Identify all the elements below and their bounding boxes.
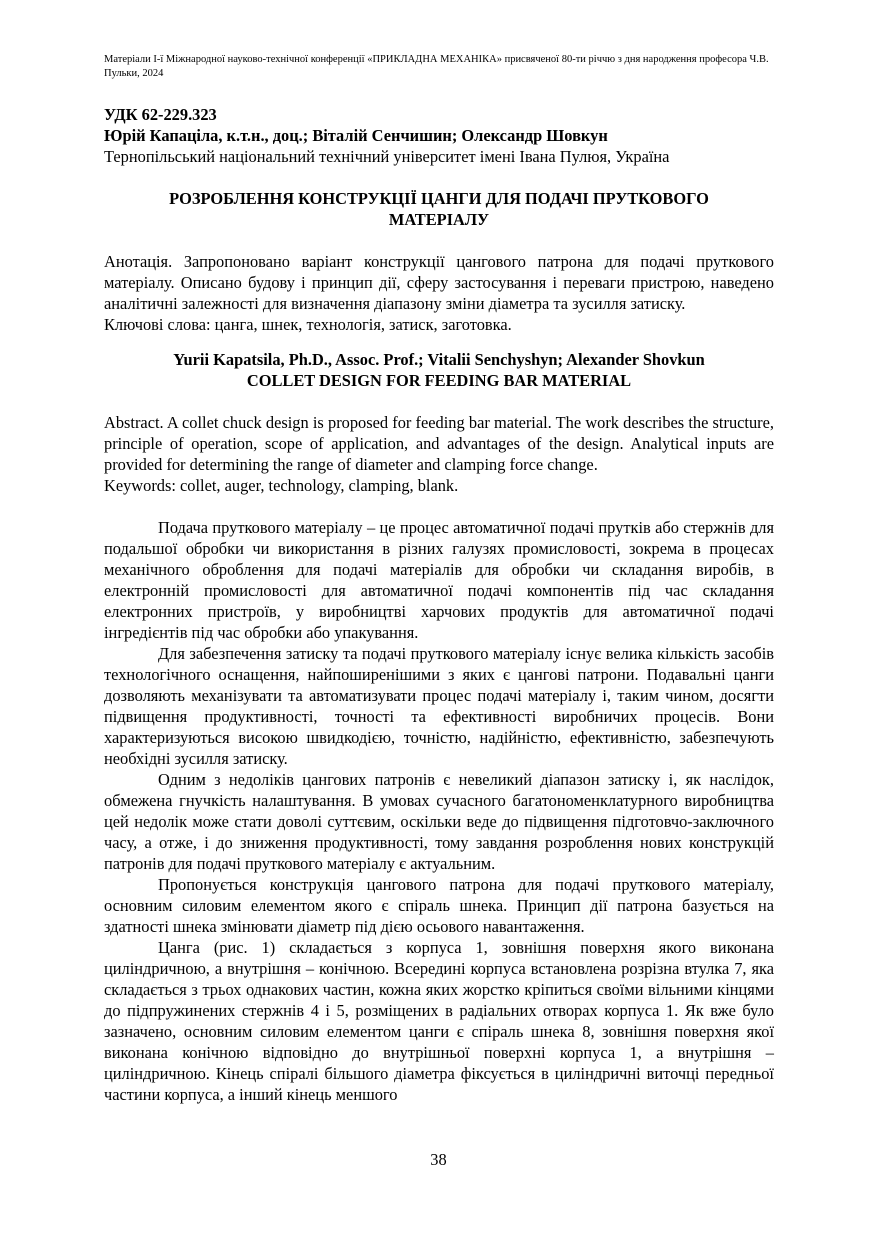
body-text bbox=[104, 517, 774, 1105]
authors-uk: Юрій Капаціла, к.т.н., доц.; Віталій Сенчишин; Олександр Шовкун bbox=[104, 126, 608, 145]
abstract-en: Abstract. A collet chuck design is proposed for feeding bar material. The work describes the structure, principle of operation, scope of application, and advantages of the design. Analytical inputs are provided for determining the range of diameter and clamping force change. bbox=[104, 413, 774, 474]
page-number: 38 bbox=[430, 1150, 447, 1169]
title-uk: РОЗРОБЛЕННЯ КОНСТРУКЦІЇ ЦАНГИ ДЛЯ ПОДАЧІ ПРУТКОВОГО МАТЕРІАЛУ bbox=[169, 189, 709, 229]
authors-en: Yurii Kapatsila, Ph.D., Assoc. Prof.; Vitalii Senchyshyn; Alexander Shovkun bbox=[173, 350, 705, 369]
english-heading bbox=[104, 349, 774, 391]
running-header: Матеріали I-ї Міжнародної науково-технічної конференції «ПРИКЛАДНА МЕХАНІКА» присвяченої 80-ти річчю з дня народження професора Ч.В. Пульки, 2024 bbox=[104, 54, 769, 79]
abstract-block-en bbox=[104, 412, 774, 496]
title-en: COLLET DESIGN FOR FEEDING BAR MATERIAL bbox=[246, 371, 632, 390]
article-content bbox=[104, 104, 774, 1105]
affiliation-uk: Тернопільський національний технічний університет імені Івана Пулюя, Україна bbox=[104, 147, 670, 166]
keywords-uk: Ключові слова: цанга, шнек, технологія, затиск, заготовка. bbox=[104, 315, 512, 334]
udc-code: УДК 62-229.323 bbox=[104, 105, 217, 124]
keywords-en: Keywords: collet, auger, technology, clamping, blank. bbox=[104, 476, 459, 495]
body-paragraph: Подача пруткового матеріалу – це процес автоматичної подачі прутків або стержнів для подальшої обробки чи використання в різних галузях промисловості, зокрема в процесах механічного оброблення для подачі матеріалів для обробки чи складання виробів, в електронній промисловості для автоматичної подачі компонентів під час складання електронних пристроїв, у виробництві харчових продуктів для автоматичної подачі інгредієнтів під час обробки або упакування. bbox=[104, 518, 774, 642]
body-paragraph: Одним з недоліків цангових патронів є невеликий діапазон затиску і, як наслідок, обмежена гнучкість налаштування. В умовах сучасного багатономенклатурного виробництва цей недолік може стати доволі суттєвим, оскільки веде до підвищення підготовчо-заключного часу, а отже, і до зниження продуктивності, тому завдання розроблення нових конструкцій патронів для подачі пруткового матеріалу є актуальним. bbox=[104, 770, 774, 873]
body-paragraph: Цанга (рис. 1) складається з корпуса 1, зовнішня поверхня якого виконана циліндричною, а внутрішня – конічною. Всередині корпуса встановлена розрізна втулка 7, яка складається з трьох однакових частин, кожна яких жорстко кріпиться своїми вільними кінцями до підпружинених стержнів 4 і 5, розміщених в радіальних отворах корпуса 1. Як вже було зазначено, основним силовим елементом цанги є спіраль шнека 8, зовнішня поверхня якої виконана конічною відповідно до внутрішньої поверхні корпуса 1, а внутрішня – циліндричною. Кінець спіралі більшого діаметра фіксується в циліндричні виточці передньої частини корпуса, а інший кінець меншого bbox=[104, 938, 774, 1104]
body-paragraph: Пропонується конструкція цангового патрона для подачі пруткового матеріалу, основним силовим елементом якого є спіраль шнека. Принцип дії патрона базується на здатності шнека змінювати діаметр під дією осьового навантаження. bbox=[104, 875, 774, 936]
body-paragraph: Для забезпечення затиску та подачі пруткового матеріалу існує велика кількість засобів технологічного оснащення, найпоширенішими з яких є цангові патрони. Подавальні цанги дозволяють механізувати та автоматизувати процес подачі матеріалу і, таким чином, досягти підвищення продуктивності, точності та ефективності виробничих процесів. Вони характеризуються високою швидкодією, точністю, надійністю, ефективністю, забезпечують необхідні зусилля затиску. bbox=[104, 644, 774, 768]
abstract-block-uk bbox=[104, 251, 774, 335]
abstract-uk: Анотація. Запропоновано варіант конструкції цангового патрона для подачі пруткового матеріалу. Описано будову і принцип дії, сферу застосування і переваги пристрою, наведено аналітичні залежності для визначення діапазону зміни діаметра та зусилля затиску. bbox=[104, 252, 774, 313]
